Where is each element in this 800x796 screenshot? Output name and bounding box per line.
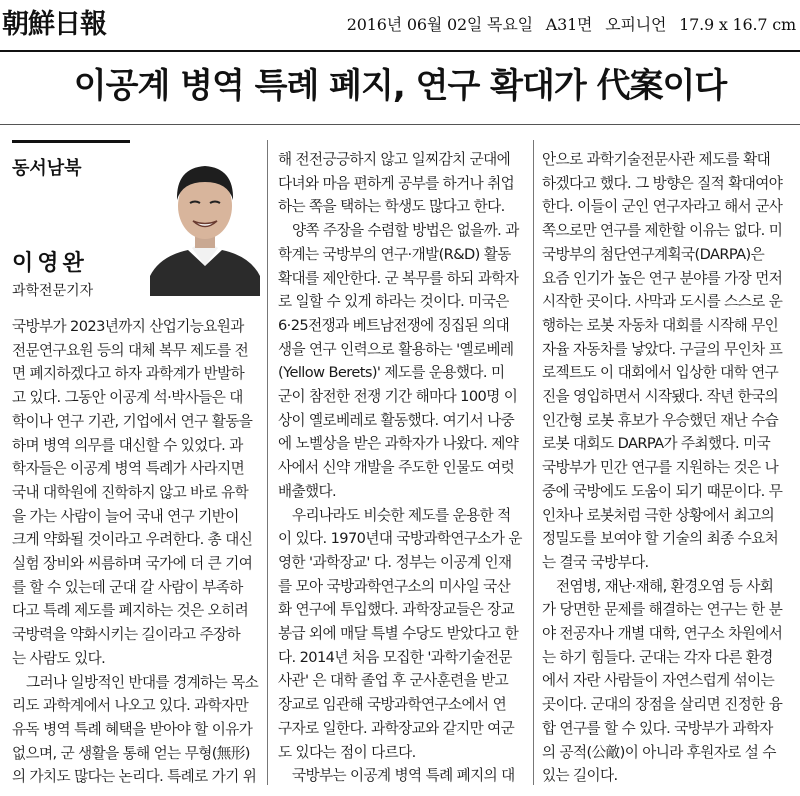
publication-meta [339,12,796,35]
body-line: 없으며, 군 생활을 통해 얻는 무형(無形) [12,744,250,762]
body-line: 국방부가 민간 연구를 지원하는 것은 나 [542,459,779,477]
section-name: 오피니언 [605,15,667,34]
column-divider-2 [533,140,534,785]
body-line: 국방부의 첨단연구계획국(DARPA)은 [542,245,765,263]
body-line: 군이 참전한 전쟁 기간 해마다 100명 이 [278,388,518,406]
body-line: 로젝트도 이 대회에서 입상한 대학 연구 [542,364,779,382]
headline: 이공계 병역 특례 폐지, 연구 확대가 代案이다 [73,66,727,106]
column-section-label: 동서남북 [12,158,82,179]
body-line: 에 노벨상을 받은 과학자가 나왔다. 제약 [278,435,519,453]
body-line: 의 가치도 많다는 논리다. 특례로 가기 위 [12,768,257,786]
body-line: 리도 과학계에서 나오고 있다. 과학자만 [12,697,249,715]
body-line: 정밀도를 보여야 할 기술의 최종 수요처 [542,530,779,548]
body-line: 해 전전긍긍하지 않고 일찌감치 군대에 [278,151,511,168]
body-line: 있는 길이다. [542,767,618,785]
body-line: 그러나 일방적인 반대를 경계하는 목소 [12,673,259,691]
body-line: 봉급 외에 매달 특별 수당도 받았다고 한 [278,625,519,643]
author-photo [150,148,260,296]
body-line: 진을 영입하면서 시작됐다. 작년 한국의 [542,388,779,406]
body-line: 시작한 곳이다. 사막과 도시를 스스로 운 [542,293,783,311]
newspaper-logo: 朝鮮日報 [2,9,106,40]
author-title: 과학전문기자 [12,283,94,299]
body-line: 면 폐지하겠다고 하자 과학계가 반발하 [12,365,245,383]
body-line: 크게 약화될 것이라고 우려한다. 총 대신 [12,531,253,549]
body-line: 국내 대학원에 진학하지 않고 바로 유학 [12,483,249,501]
body-line: 를 모아 국방과학연구소의 미사일 국산 [278,577,511,595]
body-line: 국방력을 약화시키는 길이라고 주장하 [12,626,241,644]
body-line: 배출했다. [278,482,337,500]
body-column-1 [12,315,260,789]
body-line: 전염병, 재난·재해, 환경오염 등 사회 [542,577,774,595]
publication-date: 2016년 06월 02일 목요일 [346,15,533,34]
body-line: 6·25전쟁과 베트남전쟁에 징집된 의대 [278,316,510,334]
body-line: 가 당면한 문제를 해결하는 연구는 한 분 [542,601,783,619]
body-line: 야 전공자나 개별 대학, 연구소 차원에서 [542,625,783,643]
body-line: 하겠다고 했다. 그 방향은 질적 확대여야 [542,174,783,192]
author-name: 이영완 [12,251,88,276]
masthead-rule [0,50,800,52]
body-line: 안으로 과학기술전문사관 제도를 확대 [542,151,771,168]
body-line: 국방부는 이공계 병역 특례 폐지의 대 [278,767,515,785]
page-number: A31면 [545,15,593,34]
body-line: 를 할 수 있는데 군대 갈 사람이 부족하 [12,578,243,596]
body-line: 는 결국 국방부다. [542,553,649,571]
clipping-size: 17.9 x 16.7 cm [679,15,796,34]
body-line: 의 공적(公敵)이 아니라 후원자로 설 수 [542,743,776,761]
body-line: 생을 연구 인력으로 활용하는 '옐로베레 [278,340,514,358]
body-line: 인간형 로봇 휴보가 우승했던 재난 수습 [542,411,779,429]
body-line: 인차나 로봇처럼 극한 상황에서 최고의 [542,506,775,524]
body-line: 다녀와 마음 편하게 공부를 하거나 취업 [278,174,515,192]
body-line: 화 연구에 투입했다. 과학장교들은 장교 [278,601,515,619]
body-line: 장교로 임관해 국방과학연구소에서 연 [278,696,507,714]
body-line: 자율 자동차를 낳았다. 구글의 무인차 프 [542,340,783,358]
body-line: 학계는 국방부의 연구·개발(R&D) 활동 [278,245,511,263]
body-line: 다. 2014년 처음 모집한 '과학기술전문 [278,648,512,666]
body-line: 중에 국방에도 도움이 되기 때문이다. 무 [542,482,783,500]
body-line: 유독 병역 특례 혜택을 받아야 할 이유가 [12,720,253,738]
body-line: 영한 '과학장교' 다. 정부는 이공계 인재 [278,553,512,571]
body-line: 을 가는 사람이 늘어 국내 연구 기반이 [12,507,239,525]
body-column-2 [278,148,528,788]
body-line: 고 있다. 그동안 이공계 석·박사들은 대 [12,389,243,407]
body-line: 쪽으로만 연구를 제한할 이유는 없다. 미 [542,222,783,240]
body-line: 행하는 로봇 자동차 대회를 시작해 무인 [542,316,779,334]
body-line: 곳이다. 군대의 장점을 살리면 진정한 융 [542,696,783,714]
column-divider-1 [267,140,268,785]
body-line: 사에서 신약 개발을 주도한 인물도 여럿 [278,459,515,477]
body-line: 로 일할 수 있게 하라는 것이다. 미국은 [278,293,509,311]
body-line: 한다. 이들이 군인 연구자라고 해서 군사 [542,198,783,216]
body-line: 우리나라도 비슷한 제도를 운용한 적 [278,506,511,524]
body-line: 는 하기 힘들다. 군대는 각자 다른 환경 [542,648,773,666]
body-column-3 [542,148,794,788]
body-line: 하며 병역 의무를 대신할 수 있었다. 과 [12,436,243,454]
headline-rule [0,124,800,125]
body-line: (Yellow Berets)' 제도를 운용했다. 미 [278,364,505,382]
body-line: 상이 옐로베레로 활동했다. 여기서 나중 [278,411,515,429]
body-line: 학자들은 이공계 병역 특례가 사라지면 [12,460,245,478]
body-line: 이 있다. 1970년대 국방과학연구소가 운 [278,530,522,548]
body-line: 실험 장비와 씨름하며 국가에 더 큰 기여 [12,555,253,573]
body-line: 합 연구를 할 수 있다. 국방부가 과학자 [542,719,773,737]
body-line: 하는 쪽을 택하는 학생도 많다고 한다. [278,198,505,216]
body-line: 확대를 제안한다. 군 복무를 하되 과학자 [278,269,519,287]
masthead [0,0,800,50]
body-line: 요즘 인기가 높은 연구 분야를 가장 먼저 [542,269,783,287]
body-line: 로봇 대회도 DARPA가 주최했다. 미국 [542,435,771,453]
body-line: 양쪽 주장을 수렴할 방법은 없을까. 과 [278,222,519,240]
body-line: 도 있다는 점이 다르다. [278,743,416,761]
body-line: 는 사람도 있다. [12,649,106,667]
body-line: 전문연구요원 등의 대체 복무 제도를 전 [12,341,249,359]
body-line: 사관' 은 대학 졸업 후 군사훈련을 받고 [278,672,509,690]
body-line: 구자로 일한다. 과학장교와 같지만 여군 [278,719,515,737]
section-rule [12,140,130,143]
body-line: 에서 자란 사람들이 자연스럽게 섞이는 [542,672,775,690]
body-line: 학이나 연구 기관, 기업에서 연구 활동을 [12,412,253,430]
body-line: 다고 특례 제도를 폐지하는 것은 오히려 [12,602,249,620]
body-line: 국방부가 2023년까지 산업기능요원과 [12,318,244,335]
